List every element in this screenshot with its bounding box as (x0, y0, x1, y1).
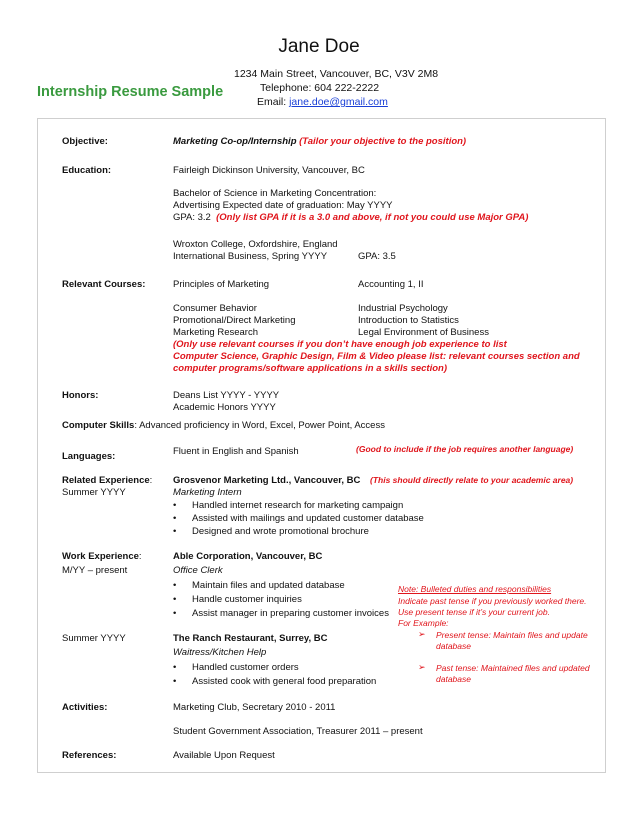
address: 1234 Main Street, Vancouver, BC, V3V 2M8 (234, 68, 439, 80)
related-note: (This should directly relate to your academic area) (370, 475, 574, 485)
education-program2: International Business, Spring YYYY (173, 251, 328, 262)
languages-note: (Good to include if the job requires another language) (356, 444, 574, 454)
bullet-icon: • (173, 608, 177, 619)
gpa-note: (Only list GPA if it is a 3.0 and above, if not you could use Major GPA) (216, 212, 529, 223)
work-note-example: Present tense: Maintain files and update (436, 630, 588, 640)
bullet-icon: • (173, 526, 177, 537)
honors-label: Honors: (62, 390, 99, 401)
courses-note: computer programs/software applications in a skills section) (173, 363, 447, 374)
bullet-icon: • (173, 662, 177, 673)
sample-title: Internship Resume Sample (37, 84, 224, 100)
work-job1-date: M/YY – present (62, 565, 128, 576)
course-item: Promotional/Direct Marketing (173, 315, 296, 326)
courses-label: Relevant Courses: (62, 279, 146, 290)
work-note-example: database (436, 641, 471, 651)
work-job1-employer: Able Corporation, Vancouver, BC (173, 551, 323, 562)
education-gpa2: GPA: 3.5 (358, 251, 396, 262)
arrow-bullet-icon: ➢ (418, 629, 426, 639)
honors-line: Academic Honors YYYY (173, 402, 276, 413)
education-grad: Advertising Expected date of graduation: May YYYY (173, 200, 393, 211)
education-school2: Wroxton College, Oxfordshire, England (173, 239, 338, 250)
work-job1-title: Office Clerk (173, 565, 223, 576)
work-job2-date: Summer YYYY (62, 633, 126, 644)
work-note-example: database (436, 674, 471, 684)
related-label: Related Experience: (62, 475, 153, 486)
education-degree: Bachelor of Science in Marketing Concentration: (173, 188, 377, 199)
related-bullet: Handled internet research for marketing campaign (192, 500, 404, 511)
work-job1-bullet: Maintain files and updated database (192, 580, 345, 591)
bullet-icon: • (173, 676, 177, 687)
work-job2-title: Waitress/Kitchen Help (173, 647, 267, 658)
work-note: Use present tense if it’s your current job. (398, 607, 550, 617)
course-item: Accounting 1, II (358, 279, 424, 290)
email-line (257, 96, 388, 108)
activities-line: Student Government Association, Treasurer 2011 – present (173, 726, 423, 737)
related-bullet: Assisted with mailings and updated customer database (192, 513, 424, 524)
arrow-bullet-icon: ➢ (418, 662, 426, 672)
education-gpa: GPA: 3.2 (Only list GPA if it is a 3.0 and above, if not you could use Major GPA) (173, 212, 529, 223)
resume-name: Jane Doe (278, 36, 360, 57)
course-item: Consumer Behavior (173, 303, 257, 314)
related-employer: Grosvenor Marketing Ltd., Vancouver, BC (173, 475, 361, 486)
education-label: Education: (62, 165, 112, 176)
work-job1-bullet: Handle customer inquiries (192, 594, 302, 605)
work-job2-employer: The Ranch Restaurant, Surrey, BC (173, 633, 328, 644)
related-bullet: Designed and wrote promotional brochure (192, 526, 369, 537)
languages-text: Fluent in English and Spanish (173, 446, 299, 457)
languages-label: Languages: (62, 451, 116, 462)
work-note-example: Past tense: Maintained files and updated (436, 663, 590, 673)
course-item: Introduction to Statistics (358, 315, 459, 326)
honors-line: Deans List YYYY - YYYY (173, 390, 280, 401)
course-item: Principles of Marketing (173, 279, 270, 290)
work-note: For Example: (398, 618, 449, 628)
email-label: Email: (257, 96, 290, 108)
phone: Telephone: 604 222-2222 (260, 82, 380, 94)
skills-text: : Advanced proficiency in Word, Excel, Power Point, Access (134, 420, 385, 431)
bullet-icon: • (173, 580, 177, 591)
courses-note: (Only use relevant courses if you don’t have enough job experience to list (173, 339, 507, 350)
activities-label: Activities: (62, 702, 108, 713)
work-job1-bullet: Assist manager in preparing customer invoices (192, 608, 389, 619)
course-item: Industrial Psychology (358, 303, 448, 314)
work-note: Note: Bulleted duties and responsibilities (398, 584, 552, 594)
related-date: Summer YYYY (62, 487, 126, 498)
work-job2-bullet: Handled customer orders (192, 662, 299, 673)
references-text: Available Upon Request (173, 750, 275, 761)
work-note: Indicate past tense if you previously worked there. (398, 596, 587, 606)
course-item: Marketing Research (173, 327, 259, 338)
objective-label: Objective: (62, 136, 108, 147)
bullet-icon: • (173, 594, 177, 605)
objective-note: (Tailor your objective to the position) (299, 136, 467, 147)
education-school1: Fairleigh Dickinson University, Vancouver, BC (173, 165, 365, 176)
related-title: Marketing Intern (173, 487, 242, 498)
skills-label: Computer Skills (62, 420, 135, 431)
email-link[interactable]: jane.doe@gmail.com (289, 96, 388, 108)
courses-note: Computer Science, Graphic Design, Film & Video please list: relevant courses section and (173, 351, 580, 362)
objective-text: Marketing Co-op/Internship (Tailor your objective to the position) (173, 136, 467, 147)
bullet-icon: • (173, 500, 177, 511)
work-label: Work Experience: (62, 551, 142, 562)
work-job2-bullet: Assisted cook with general food preparation (192, 676, 377, 687)
skills-line (62, 420, 385, 431)
references-label: References: (62, 750, 117, 761)
activities-line: Marketing Club, Secretary 2010 - 2011 (173, 702, 336, 713)
course-item: Legal Environment of Business (358, 327, 489, 338)
bullet-icon: • (173, 513, 177, 524)
